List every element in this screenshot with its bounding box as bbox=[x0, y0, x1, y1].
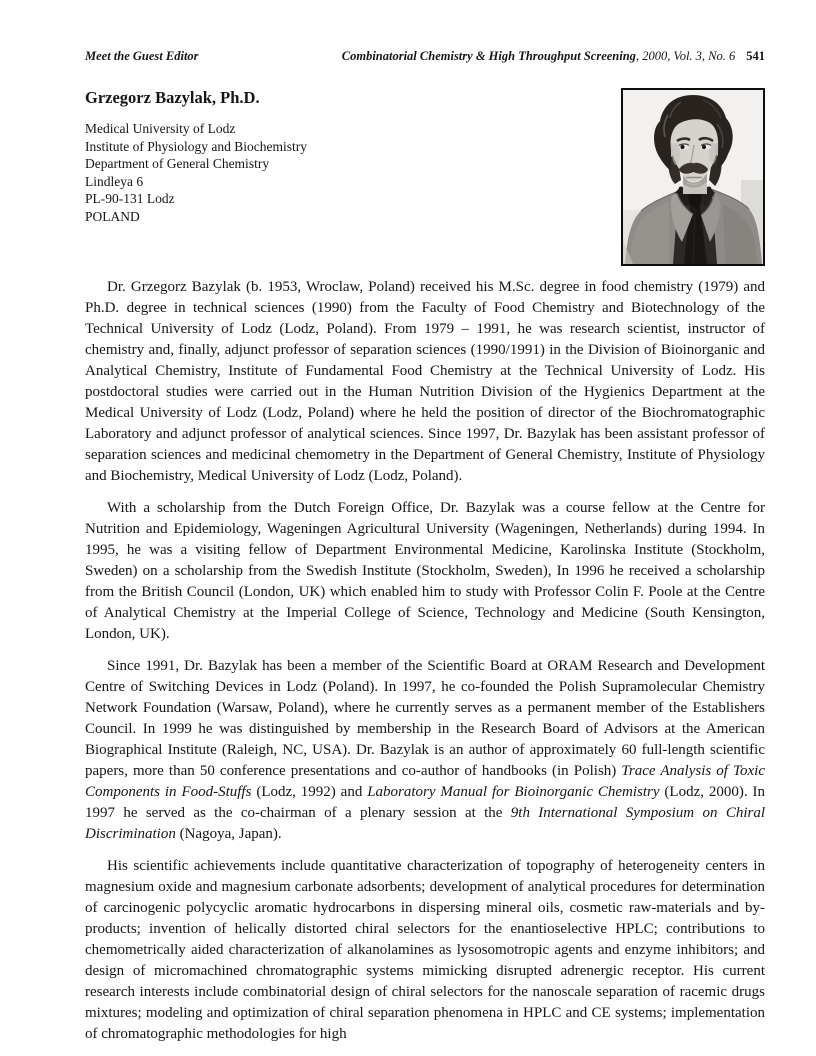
portrait-photo bbox=[621, 88, 765, 266]
bio-paragraph bbox=[85, 277, 765, 487]
editor-block bbox=[85, 88, 307, 226]
header-journal-info bbox=[342, 49, 765, 63]
italic-title-run: Laboratory Manual for Bioinorganic Chemistry bbox=[367, 784, 660, 800]
address-line: Medical University of Lodz bbox=[85, 121, 236, 136]
address-line: Department of General Chemistry bbox=[85, 156, 270, 172]
italic-title-run: 9th International Symposium on Chiral Discrimination bbox=[85, 805, 765, 842]
bio-paragraph bbox=[85, 498, 765, 645]
address-line: Lindleya 6 bbox=[85, 173, 144, 189]
portrait-photo-svg bbox=[623, 90, 763, 264]
editor-name: Grzegorz Bazylak, Ph.D. bbox=[85, 88, 260, 107]
text-run: (Lodz, 1992) and bbox=[251, 784, 368, 800]
editor-address bbox=[85, 120, 307, 226]
text-run: (Lodz, 2000). In 1997 he served as the co-chairman of a plenary session at the bbox=[85, 784, 765, 821]
header-section-title: Meet the Guest Editor bbox=[85, 49, 199, 63]
address-line: POLAND bbox=[85, 208, 140, 224]
italic-title-run: Trace Analysis of Toxic Components in Food-Stuffs bbox=[85, 763, 765, 800]
running-header bbox=[85, 49, 765, 63]
address-line: Institute of Physiology and Biochemistry bbox=[85, 138, 307, 154]
bio-paragraph bbox=[85, 656, 765, 845]
text-run: Since 1991, Dr. Bazylak has been a member of the Scientific Board at ORAM Research and Development Centre of Switching Devices in Lodz (Poland). In 1997, he co-founded the Polish Supramolecular Chemistry Network Foundation (Warsaw, Poland), where he currently serves as a permanent member of the Establishers Council. In 1999 he was distinguished by membership in the Research Board of Advisors at the American Biographical Institute (Raleigh, NC, USA). Dr. Bazylak is an author of approximately 60 full-length scientific papers, more than 50 conference presentations and co-author of handbooks (in Polish) bbox=[85, 658, 765, 779]
biography bbox=[85, 277, 765, 1045]
text-run: (Nagoya, Japan). bbox=[175, 826, 282, 842]
address-line: PL-90-131 Lodz bbox=[85, 191, 175, 207]
issue-info: , 2000, Vol. 3, No. 6 bbox=[635, 49, 736, 63]
journal-title: Combinatorial Chemistry & High Throughput Screening bbox=[341, 49, 636, 63]
text-run: Dr. Grzegorz Bazylak (b. 1953, Wroclaw, Poland) received his M.Sc. degree in food chemistry (1979) and Ph.D. degree in technical sciences (1990) from the Faculty of Food Chemistry and Biotechnology of the Technical University of Lodz (Lodz, Poland). From 1979 – 1991, he was research scientist, instructor of chemistry and, finally, adjunct professor of separation sciences (1990/1991) in the Division of Bioinorganic and Analytical Chemistry, Institute of Fundamental Food Chemistry at the Technical University of Lodz. His postdoctoral studies were carried out in the Human Nutrition Division of the Hygienics Department at the Medical University of Lodz (Lodz, Poland) where he held the position of director of the Biochromatographic Laboratory and adjunct professor of analytical sciences. Since 1997, Dr. Bazylak has been assistant professor of separation sciences and medicinal chemometry in the Department of General Chemistry, Institute of Physiology and Biochemistry, Medical University of Lodz (Lodz, Poland). bbox=[85, 279, 765, 484]
page-number: 541 bbox=[746, 49, 765, 63]
text-run: With a scholarship from the Dutch Foreign Office, Dr. Bazylak was a course fellow at the Centre for Nutrition and Epidemiology, Wageningen Agricultural University (Wageningen, Netherlands) during 1994. In 1995, he was a visiting fellow of Department Environmental Medicine, Karolinska Institute (Stockholm, Sweden) on a scholarship from the Swedish Institute (Stockholm, Sweden), In 1996 he received a scholarship from the British Council (London, UK) which enabled him to study with Professor Colin F. Poole at the Centre of Analytical Chemistry at the Imperial College of Science, Technology and Medicine (South Kensington, London, UK). bbox=[85, 500, 765, 642]
bio-paragraph bbox=[85, 856, 765, 1045]
editor-intro bbox=[85, 88, 765, 266]
text-run: His scientific achievements include quantitative characterization of topography of heterogeneity centers in magnesium oxide and magnesium carbonate adsorbents; development of analytical procedures for determination of carcinogenic polycyclic aromatic hydrocarbons in dispersing mineral oils, cosmetic raw-materials and by-products; invention of helically distorted chiral selectors for the enantioselective HPLC; contributions to chemometrically aided characterization of alkanolamines as lysosomotropic agents and enzyme inhibitors; and design of micromachined chromatographic systems mimicking disrupted adrenergic receptor. His current research interests include combinatorial design of chiral selectors for the nanoscale separation of racemic drugs mixtures; modeling and optimization of chiral separation phenomena in HPLC and CE systems; implementation of chromatographic methodologies for high bbox=[85, 858, 765, 1042]
